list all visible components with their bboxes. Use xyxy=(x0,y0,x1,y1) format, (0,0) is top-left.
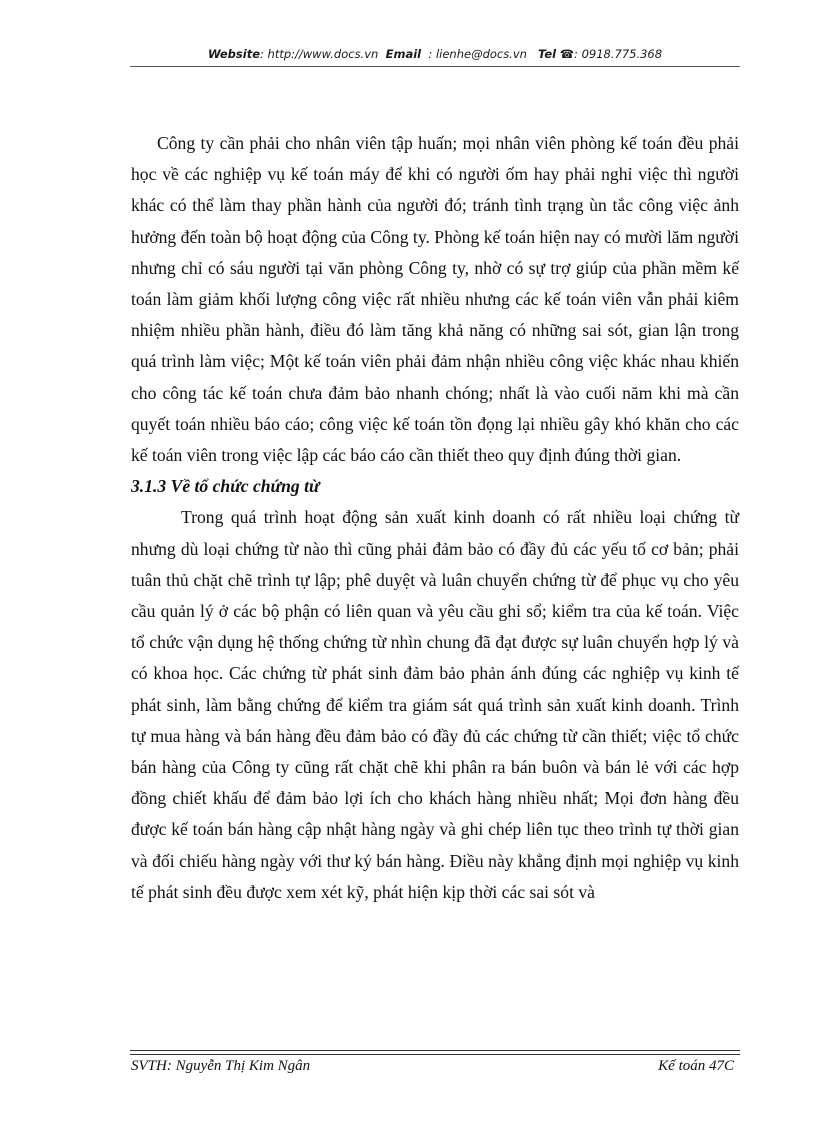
page-header xyxy=(130,47,740,61)
footer-author: SVTH: Nguyễn Thị Kim Ngân xyxy=(131,1058,311,1074)
section-heading: 3.1.3 Về tổ chức chứng từ xyxy=(131,476,320,497)
website-value: : http://www.docs.vn xyxy=(260,47,379,61)
email-label: Email xyxy=(385,47,422,61)
paragraph-2: Trong quá trình hoạt động sản xuất kinh doanh có rất nhiều loại chứng từ nhưng dù loại chứng từ nào thì cũng phải đảm bảo có đầy đủ các yếu tố cơ bản; phải tuân thủ chặt chẽ trình tự lập; phê duyệt và luân chuyển chứng từ để phục vụ cho yêu cầu quản lý ở các bộ phận có liên quan và yêu cầu ghi sổ; kiểm tra của kế toán. Việc tổ chức vận dụng hệ thống chứng từ nhìn chung đã đạt được sự luân chuyển hợp lý và có khoa học. Các chứng từ phát sinh đảm bảo phản ánh đúng các nghiệp vụ kinh tế phát sinh, làm bằng chứng để kiểm tra giám sát quá trình sản xuất kinh doanh. Trình tự mua hàng và bán hàng đều đảm bảo có đầy đủ các chứng từ cần thiết; việc tổ chức bán hàng của Công ty cũng rất chặt chẽ khi phân ra bán buôn và bán lẻ với các hợp đồng chiết khấu để đảm bảo lợi ích cho khách hàng nhiều nhất; Mọi đơn hàng đều được kế toán bán hàng cập nhật hàng ngày và ghi chép liên tục theo trình tự thời gian và đối chiếu hàng ngày với thư ký bán hàng. Điều này khẳng định mọi nghiệp vụ kinh tế phát sinh đều được xem xét kỹ, phát hiện kịp thời các sai sót và xyxy=(131,507,739,902)
document-body xyxy=(131,128,739,908)
footer-class: Kế toán 47C xyxy=(658,1058,734,1074)
email-value: : lienhe@docs.vn xyxy=(428,47,527,61)
tel-value: : 0918.775.368 xyxy=(574,47,663,61)
footer-divider-top xyxy=(130,1050,740,1051)
header-divider xyxy=(130,66,740,67)
website-label: Website xyxy=(207,47,261,61)
footer-divider-bottom xyxy=(130,1054,740,1055)
paragraph-1: Công ty cần phải cho nhân viên tập huấn; mọi nhân viên phòng kế toán đều phải học về các nghiệp vụ kế toán máy để khi có người ốm hay phải nghỉ việc thì người khác có thể làm thay phần hành của người đó; tránh tình trạng ùn tắc công việc ảnh hưởng đến toàn bộ hoạt động của Công ty. Phòng kế toán hiện nay có mười lăm người nhưng chỉ có sáu người tại văn phòng Công ty, nhờ có sự trợ giúp của phần mềm kế toán làm giảm khối lượng công việc rất nhiều nhưng các kế toán viên vẫn phải kiêm nhiệm nhiều phần hành, điều đó làm tăng khả năng có những sai sót, gian lận trong quá trình làm việc; Một kế toán viên phải đảm nhận nhiều công việc khác nhau khiến cho công tác kế toán chưa đảm bảo nhanh chóng; nhất là vào cuối năm khi mà cần quyết toán nhiều báo cáo; công việc kế toán tồn đọng lại nhiều gây khó khăn cho các kế toán viên trong việc lập các báo cáo cần thiết theo quy định đúng thời gian. xyxy=(131,133,739,466)
phone-icon: ☎ xyxy=(559,47,575,61)
tel-label: Tel xyxy=(537,47,557,61)
